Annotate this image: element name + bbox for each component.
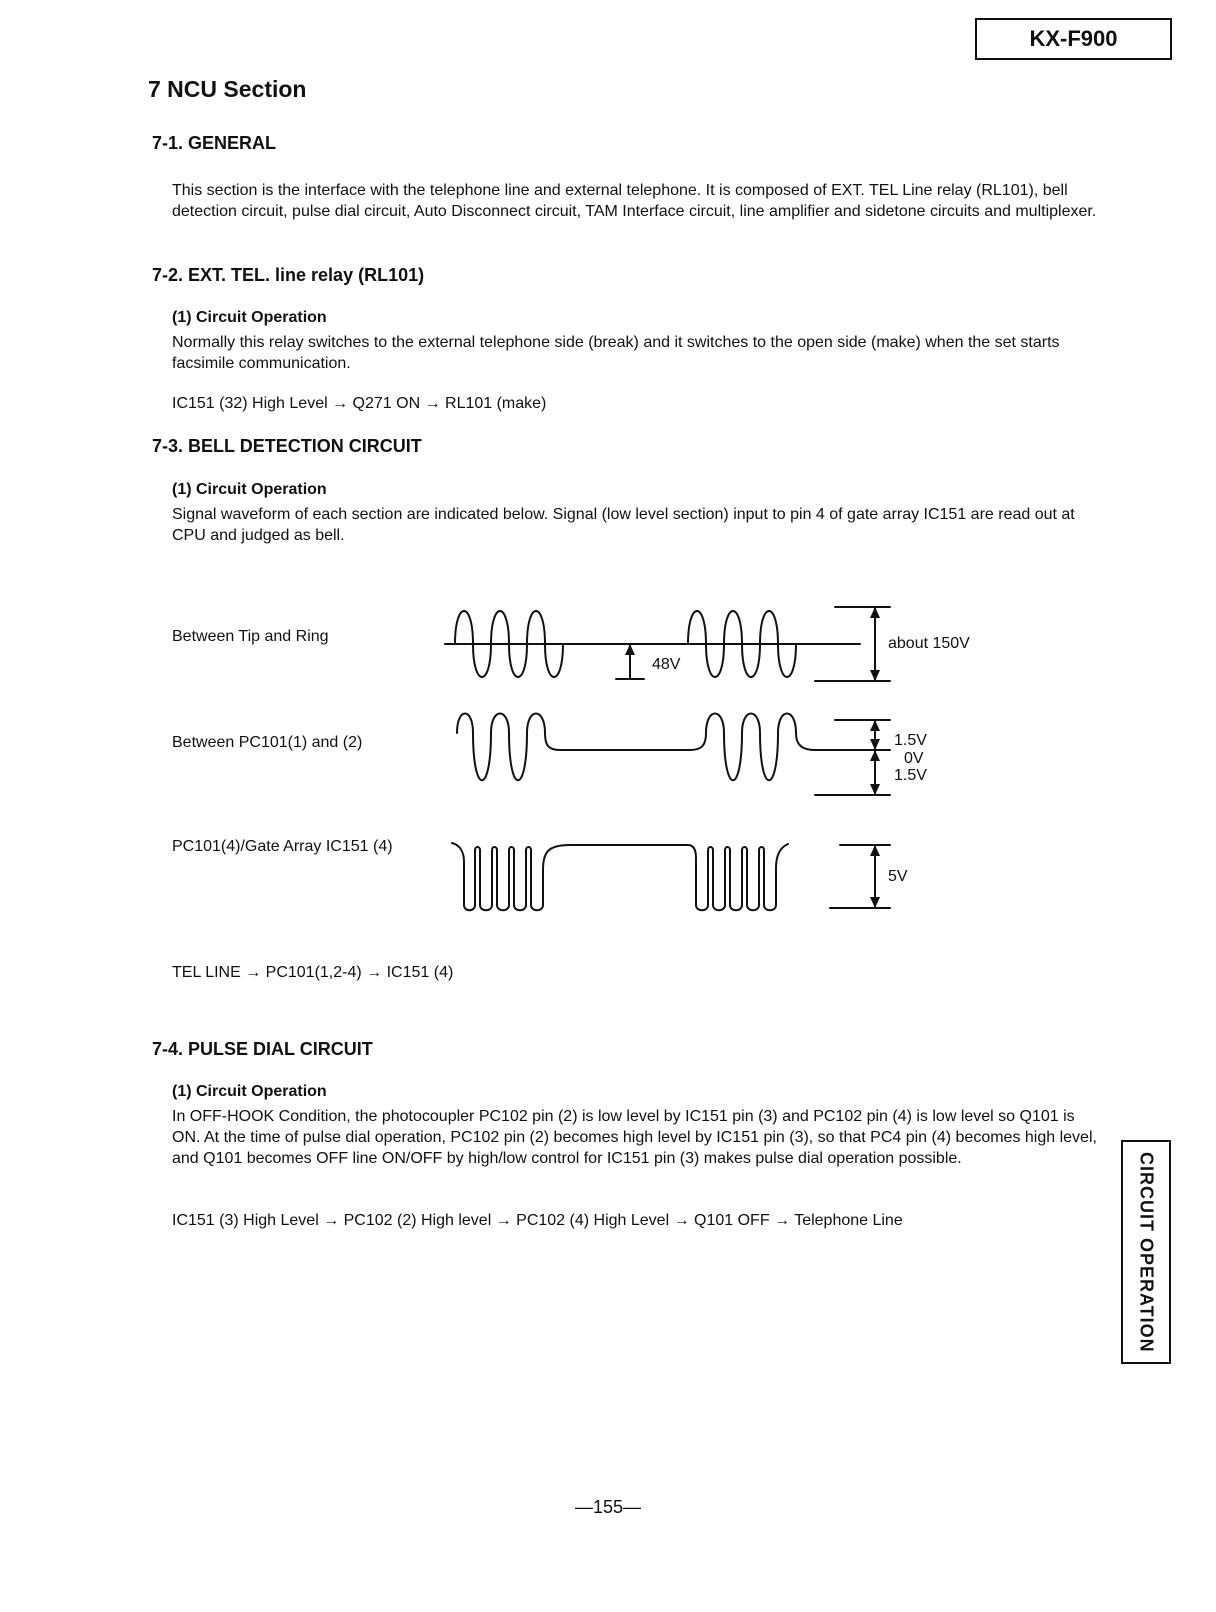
side-tab <box>1121 1140 1171 1364</box>
relay-flow: IC151 (32) High Level → Q271 ON → RL101 (make) <box>172 395 547 412</box>
waveform-pc101 <box>457 714 815 781</box>
heading-7-2: 7-2. EXT. TEL. line relay (RL101) <box>152 265 425 285</box>
section-title: 7 NCU Section <box>148 76 307 102</box>
heading-7-1: 7-1. GENERAL <box>152 133 277 153</box>
waveform-label-ic151: PC101(4)/Gate Array IC151 (4) <box>172 838 393 855</box>
voltage-label-150v: about 150V <box>888 635 970 652</box>
voltage-label-48v: 48V <box>652 656 681 673</box>
subheading-7-3: (1) Circuit Operation <box>172 481 327 498</box>
bell-waveform-diagram <box>430 600 950 930</box>
bell-flow: TEL LINE → PC101(1,2-4) → IC151 (4) <box>172 964 454 981</box>
heading-7-3: 7-3. BELL DETECTION CIRCUIT <box>152 436 422 456</box>
side-tab-label: CIRCUIT OPERATION <box>1136 1151 1157 1353</box>
pulse-dial-flow: IC151 (3) High Level → PC102 (2) High level → PC102 (4) High Level → Q101 OFF → Telephone Line <box>172 1212 903 1229</box>
pulse-dial-paragraph: In OFF-HOOK Condition, the photocoupler PC102 pin (2) is low level by IC151 pin (3) and PC102 pin (4) is low level so Q101 is ON. At the time of pulse dial operation, PC102 pin (2) becomes high level by IC151 pin (3), so that PC4 pin (4) becomes high level, and Q101 becomes OFF line ON/OFF by high/low control for IC151 pin (3) makes pulse dial operation possible. <box>172 1108 1097 1167</box>
waveform-label-pc101: Between PC101(1) and (2) <box>172 734 363 751</box>
page-number: —155— <box>574 1497 642 1517</box>
relay-paragraph: Normally this relay switches to the external telephone side (break) and it switches to the open side (make) when the set starts facsimile communication. <box>172 334 1060 372</box>
heading-7-4: 7-4. PULSE DIAL CIRCUIT <box>152 1039 373 1059</box>
subheading-7-4: (1) Circuit Operation <box>172 1083 327 1100</box>
voltage-label-5v: 5V <box>888 868 908 885</box>
model-number-box: KX-F900 <box>975 18 1172 60</box>
subheading-7-2: (1) Circuit Operation <box>172 309 327 326</box>
bell-paragraph: Signal waveform of each section are indicated below. Signal (low level section) input to pin 4 of gate array IC151 are read out at CPU and judged as bell. <box>172 506 1075 544</box>
voltage-label-1-5v-top: 1.5V <box>894 732 927 749</box>
voltage-label-0v: 0V <box>904 750 924 767</box>
general-paragraph: This section is the interface with the telephone line and external telephone. It is composed of EXT. TEL Line relay (RL101), bell detection circuit, pulse dial circuit, Auto Disconnect circuit, TAM Interface circuit, line amplifier and sidetone circuits and multiplexer. <box>172 182 1097 220</box>
waveform-label-tip-ring: Between Tip and Ring <box>172 628 329 645</box>
waveform-ic151 <box>452 843 788 910</box>
voltage-label-1-5v-bottom: 1.5V <box>894 767 927 784</box>
